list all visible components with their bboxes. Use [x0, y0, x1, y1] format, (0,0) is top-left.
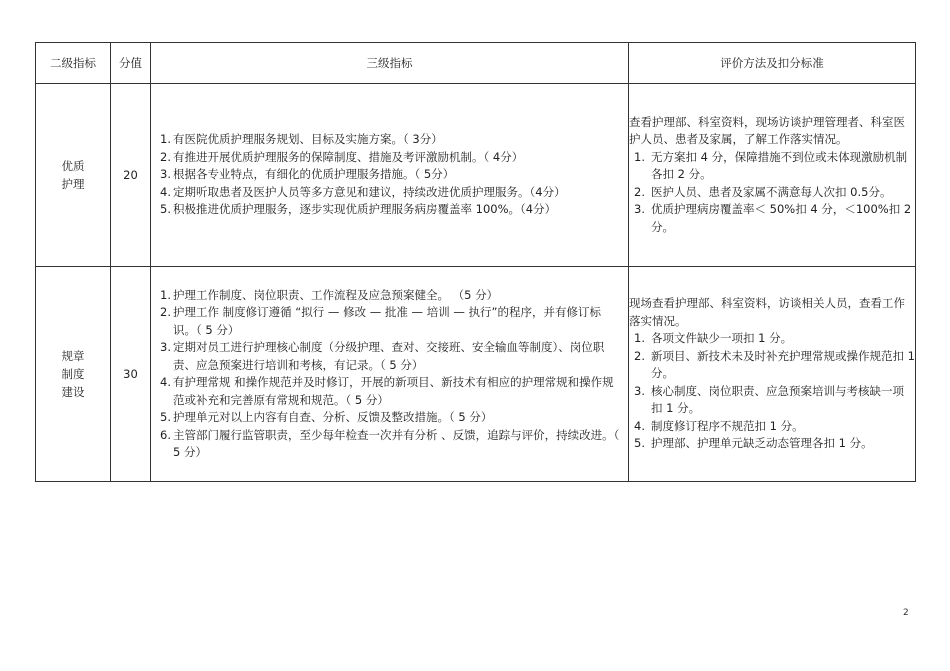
list-item: 3. 定期对员工进行护理核心制度（分级护理、查对、交接班、安全输血等制度）、岗位职责、应急预案进行培训和考核，有记录。（ 5 分）	[160, 340, 605, 372]
criteria-intro: 现场查看护理部、科室资料，访谈相关人员，查看工作落实情况。	[629, 296, 905, 328]
category-cell	[36, 267, 111, 482]
list-item: 1. 护理工作制度、岗位职责、工作流程及应急预案健全。 （5 分）	[160, 287, 499, 302]
standards-table	[35, 42, 916, 482]
category-line: 建设	[61, 385, 85, 399]
table-row	[36, 267, 916, 482]
category-line: 优质	[61, 159, 85, 173]
list-item: 5. 护理单元对以上内容有自查、分析、反馈及整改措施。（ 5 分）	[160, 410, 493, 424]
list-item: 6. 主管部门履行监管职责，至少每年检查一次并有分析 、反馈，追踪与评价，持续改进。（ 5 分）	[160, 427, 620, 459]
level3-cell	[151, 84, 629, 267]
level3-cell	[151, 267, 629, 482]
criteria-cell	[629, 267, 916, 482]
list-item: 4. 制度修订程序不规范扣 1 分。	[634, 418, 804, 433]
header-level3: 三级指标	[151, 43, 629, 84]
list-item: 4. 有护理常规 和操作规范并及时修订，开展的新项目、新技术有相应的护理常规和操作规范或补充和完善原有常规和规范。（ 5 分）	[160, 375, 614, 407]
list-item: 5. 积极推进优质护理服务，逐步实现优质护理服务病房覆盖率 100%。（4分）	[160, 202, 557, 217]
header-criteria: 评价方法及扣分标准	[629, 43, 916, 84]
list-item: 2. 医护人员、患者及家属不满意每人次扣 0.5分。	[634, 184, 892, 199]
header-score: 分值	[111, 43, 151, 84]
category-line: 护理	[61, 177, 85, 191]
list-item: 1. 有医院优质护理服务规划、目标及实施方案。（ 3分）	[160, 132, 443, 147]
score-cell: 30	[111, 267, 151, 482]
table-row	[36, 84, 916, 267]
list-item: 2. 有推进开展优质护理服务的保障制度、措施及考评激励机制。（ 4分）	[160, 149, 524, 164]
list-item: 3. 核心制度、岗位职责、应急预案培训与考核缺一项扣 1 分。	[634, 383, 904, 416]
list-item: 1. 各项文件缺少一项扣 1 分。	[634, 331, 793, 346]
category-line: 规章	[61, 349, 85, 363]
criteria-cell	[629, 84, 916, 267]
category-line: 制度	[61, 367, 85, 381]
list-item: 3. 优质护理病房覆盖率＜ 50%扣 4 分，＜100%扣 2 分。	[634, 202, 912, 234]
header-level2: 二级指标	[36, 43, 111, 84]
list-item: 2. 护理工作 制度修订遵循 “拟行 — 修改 — 批准 — 培训 — 执行”的程序，并有修订标识。（ 5 分）	[160, 305, 601, 337]
list-item: 5. 护理部、护理单元缺乏动态管理各扣 1 分。	[634, 436, 873, 451]
criteria-intro: 查看护理部、科室资料，现场访谈护理管理者、科室医护人员、患者及家属，了解工作落实情况。	[629, 114, 905, 147]
score-cell: 20	[111, 84, 151, 267]
category-cell	[36, 84, 111, 267]
list-item: 2. 新项目、新技术未及时补充护理常规或操作规范扣 1 分。	[634, 348, 915, 381]
header-row	[36, 43, 916, 84]
list-item: 1. 无方案扣 4 分，保障措施不到位或未体现激励机制各扣 2 分。	[634, 149, 908, 182]
list-item: 3. 根据各专业特点，有细化的优质护理服务措施。（ 5分）	[160, 167, 455, 182]
list-item: 4. 定期听取患者及医护人员等多方意见和建议，持续改进优质护理服务。（4分）	[160, 184, 566, 199]
page-number: 2	[903, 608, 909, 618]
